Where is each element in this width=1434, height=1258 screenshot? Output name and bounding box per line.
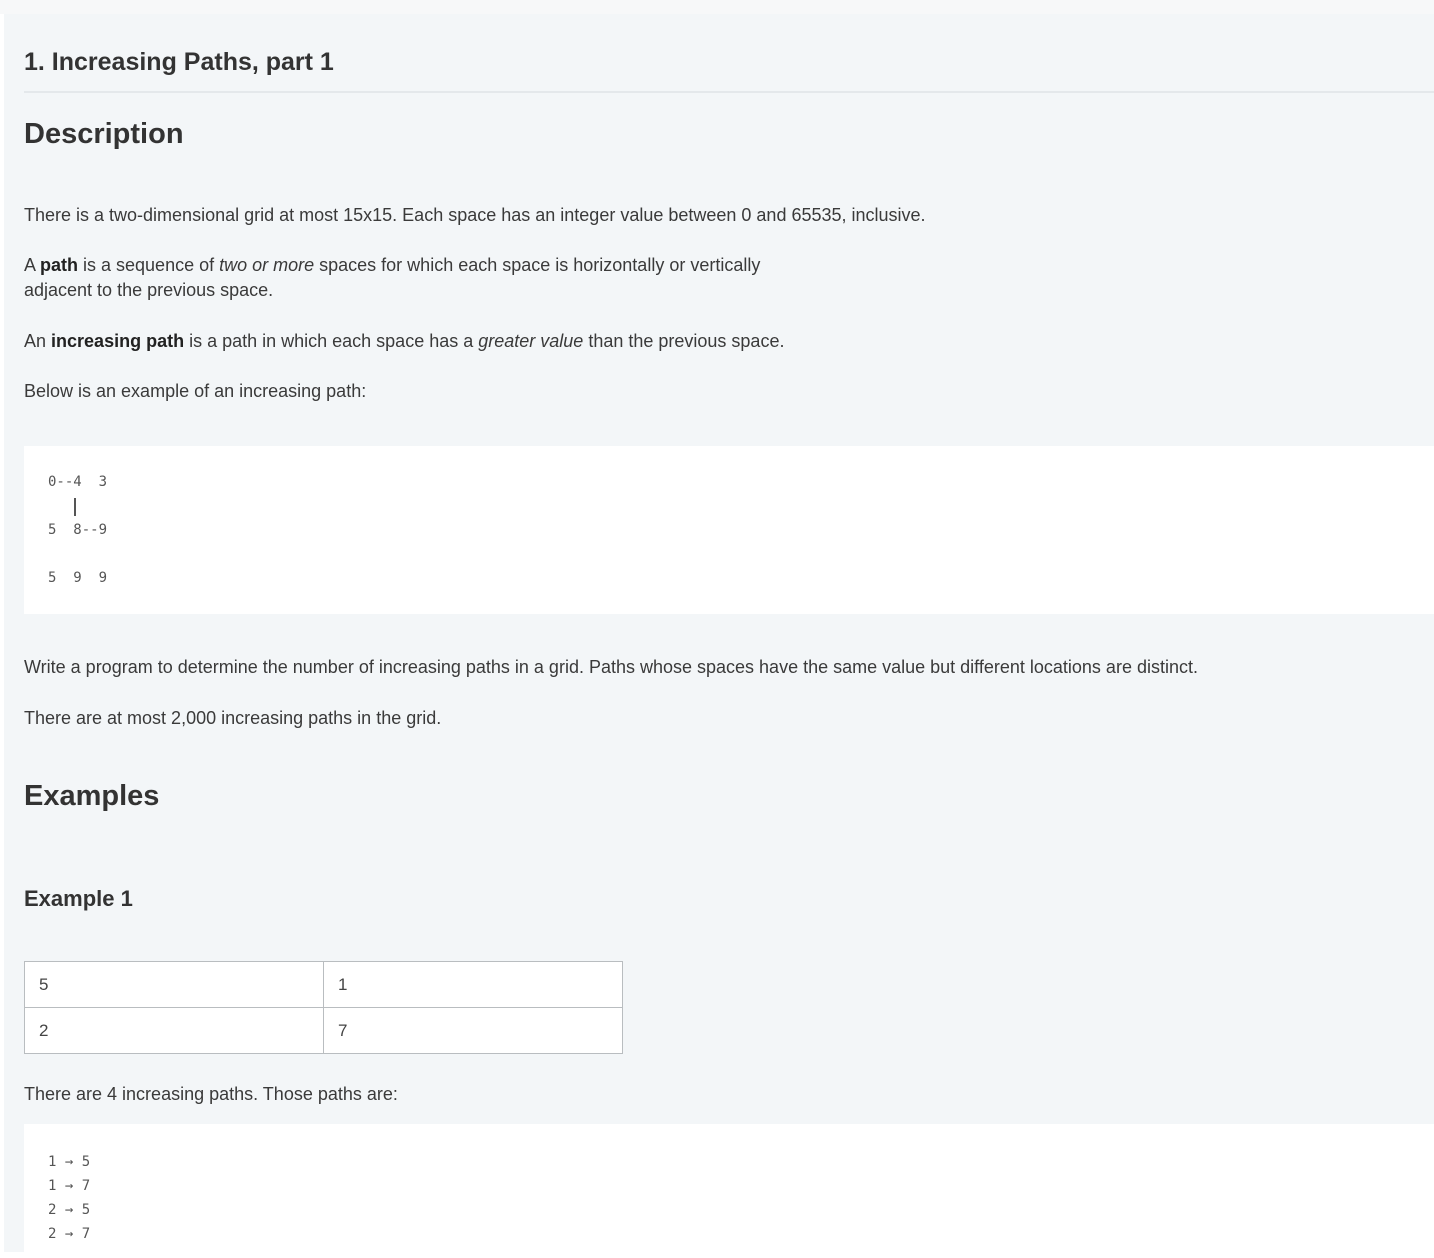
path-text-post: spaces for which each space is horizontally or vertically <box>314 255 761 275</box>
title-divider <box>24 91 1434 93</box>
problem-title: 1. Increasing Paths, part 1 <box>24 48 334 76</box>
increasing-text-mid: is a path in which each space has a <box>184 331 479 351</box>
vertical-connector <box>74 498 76 516</box>
grid-cell: 2 <box>25 1008 324 1054</box>
path-emphasis: two or more <box>219 255 315 275</box>
example-grid-row-3: 5 9 9 <box>48 570 108 586</box>
list-item: 1 → 5 <box>48 1154 91 1170</box>
example-1-grid-table <box>24 961 623 1054</box>
path-text-line2: adjacent to the previous space. <box>24 280 274 300</box>
increasing-text-post: than the previous space. <box>583 331 785 351</box>
problem-panel <box>4 14 1434 1252</box>
path-term: path <box>40 255 79 275</box>
description-paragraph-example-intro: Below is an example of an increasing path: <box>24 381 367 401</box>
increasing-path-term: increasing path <box>51 331 185 351</box>
list-item: 1 → 7 <box>48 1178 91 1194</box>
description-heading: Description <box>24 118 184 150</box>
example-1-heading: Example 1 <box>24 886 133 911</box>
example-1-path-list <box>48 1150 90 1246</box>
grid-cell: 7 <box>324 1008 623 1054</box>
path-text-pre: A <box>24 255 41 275</box>
example-grid-row-2: 5 8--9 <box>48 522 108 538</box>
description-paragraph-path <box>24 253 760 303</box>
increasing-text-pre: An <box>24 331 52 351</box>
list-item: 2 → 5 <box>48 1202 91 1218</box>
examples-heading: Examples <box>24 780 160 812</box>
description-paragraph-limit: There are at most 2,000 increasing paths in the grid. <box>24 708 442 728</box>
example-1-result-text: There are 4 increasing paths. Those paths are: <box>24 1084 398 1104</box>
table-row <box>25 962 623 1008</box>
example-grid-row-1: 0--4 3 <box>48 474 108 490</box>
description-paragraph-grid: There is a two-dimensional grid at most 15x15. Each space has an integer value between 0 and 65535, inclusive. <box>24 205 926 225</box>
description-paragraph-increasing-path <box>24 329 784 354</box>
path-text-mid: is a sequence of <box>78 255 220 275</box>
example-1-paths-code-block <box>24 1124 1434 1252</box>
description-paragraph-task: Write a program to determine the number of increasing paths in a grid. Paths whose spaces have the same value but different locations are distinct. <box>24 657 1198 677</box>
grid-cell: 1 <box>324 962 623 1008</box>
top-strip <box>0 0 1434 14</box>
greater-value-emphasis: greater value <box>478 331 584 351</box>
grid-cell: 5 <box>25 962 324 1008</box>
table-row <box>25 1008 623 1054</box>
example-path-code-block <box>24 446 1434 614</box>
list-item: 2 → 7 <box>48 1226 91 1242</box>
